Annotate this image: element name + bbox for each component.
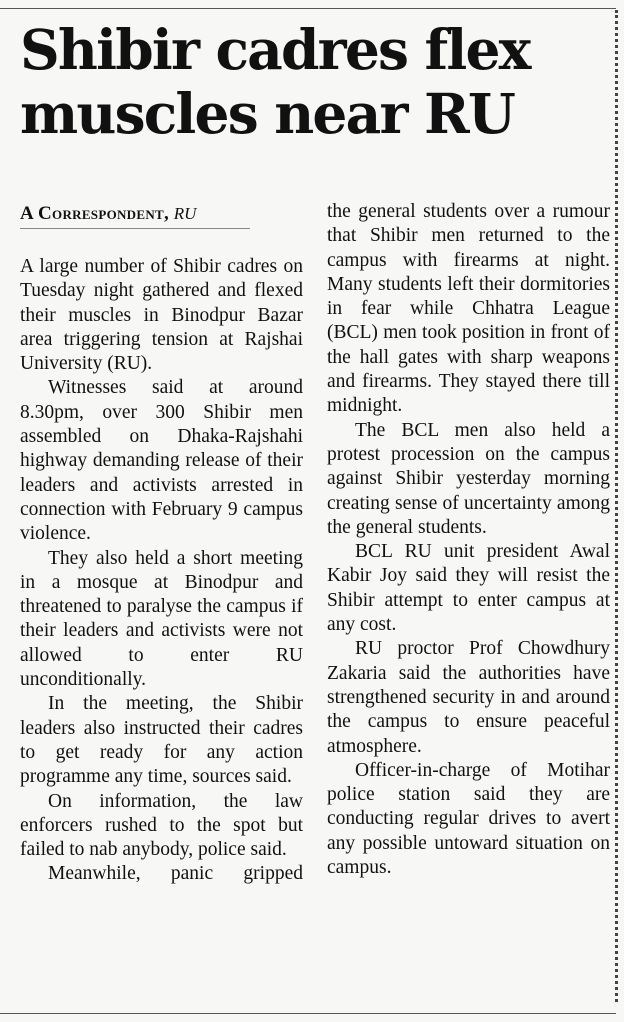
byline: [20, 202, 250, 229]
paragraph: A large number of Shibir cadres on Tuesday night gathered and flexed their muscles in Binodpur Bazar area triggering tension at Rajshai University (RU).: [20, 256, 303, 375]
headline-line-2: muscles near RU: [20, 81, 515, 146]
top-rule: [0, 8, 616, 9]
paragraph: On information, the law enforcers rushed to the spot but failed to nab anybody, police said.: [20, 790, 303, 861]
paragraph: In the meeting, the Shibir leaders also instructed their cadres to get ready for any action programme any time, sources said.: [20, 693, 303, 788]
paragraph: RU proctor Prof Chowdhury Zakaria said the authorities have strengthened security in and around the campus to ensure peaceful atmosphere.: [327, 638, 610, 757]
right-column: [327, 200, 610, 880]
headline-line-1: Shibir cadres flex: [20, 17, 530, 82]
bottom-rule: [0, 1013, 616, 1014]
left-column: [20, 202, 303, 887]
byline-location: RU: [173, 204, 197, 223]
headline: [20, 18, 610, 146]
byline-author: A Correspondent,: [20, 203, 170, 224]
paragraph: the general students over a rumour that Shibir men returned to the campus with firearms at night. Many students left their dormitories in fear while Chhatra League (BCL) men took position in front of the hall gates with sharp weapons and firearms. They stayed there till midnight.: [327, 201, 610, 417]
paragraph: BCL RU unit president Awal Kabir Joy said they will resist the Shibir attempt to enter campus at any cost.: [327, 541, 610, 636]
column-dotted-border: [615, 10, 618, 1002]
paragraph: The BCL men also held a protest procession on the campus against Shibir yesterday morning creating sense of uncertainty among the general students.: [327, 419, 610, 538]
paragraph: They also held a short meeting in a mosque at Binodpur and threatened to paralyse the campus if their leaders and activists were not allowed to enter RU unconditionally.: [20, 547, 303, 691]
paragraph: Meanwhile, panic gripped: [48, 863, 303, 885]
paragraph: Witnesses said at around 8.30pm, over 300 Shibir men assembled on Dhaka-Rajshahi highway demanding release of their leaders and activists arrested in connection with February 9 campus violence.: [20, 377, 303, 545]
paragraph: Officer-in-charge of Motihar police station said they are conducting regular drives to avert any possible untoward situation on campus.: [327, 759, 610, 879]
